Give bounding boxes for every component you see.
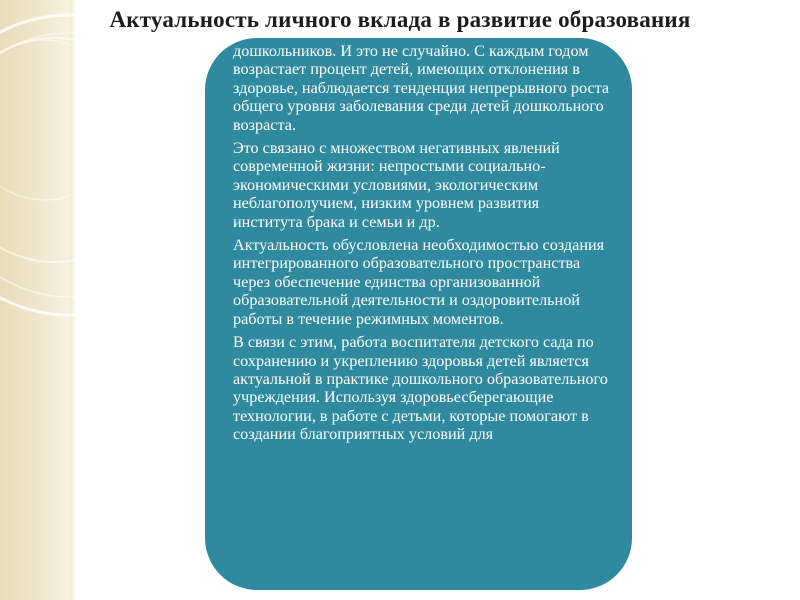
side-band-edge	[70, 0, 76, 600]
paragraph-intro: дошкольников. И это не случайно. С каждым годом возрастает процент детей, имеющих отклонения в здоровье, наблюдается тенденция непрерывного роста общего уровня заболевания среди детей дошкольного возраста.	[233, 42, 610, 134]
slide-title: Актуальность личного вклада в развитие образования	[109, 7, 691, 32]
decorative-side-band	[0, 0, 70, 600]
content-panel	[205, 38, 632, 590]
paragraph-teacher-work: В связи с этим, работа воспитателя детского сада по сохранению и укреплению здоровья детей является актуальной в практике дошкольного образовательного учреждения. Используя здоровьесберегающие технологии, в работе с детьми, которые помогают в создании благоприятных условий для	[233, 333, 608, 444]
paragraph-relevance: Актуальность обусловлена необходимостью создания интегрированного образовательного пространства через обеспечение единства организованной образовательной деятельности и оздоровительной работы в течение режимных моментов.	[233, 236, 605, 328]
paragraph-causes: Это связано с множеством негативных явлений современной жизни: непростыми социально-экономическими условиями, экологическим неблагополучием, низким уровнем развития института брака и семьи и др.	[233, 139, 560, 231]
panel-body-text	[233, 42, 611, 449]
